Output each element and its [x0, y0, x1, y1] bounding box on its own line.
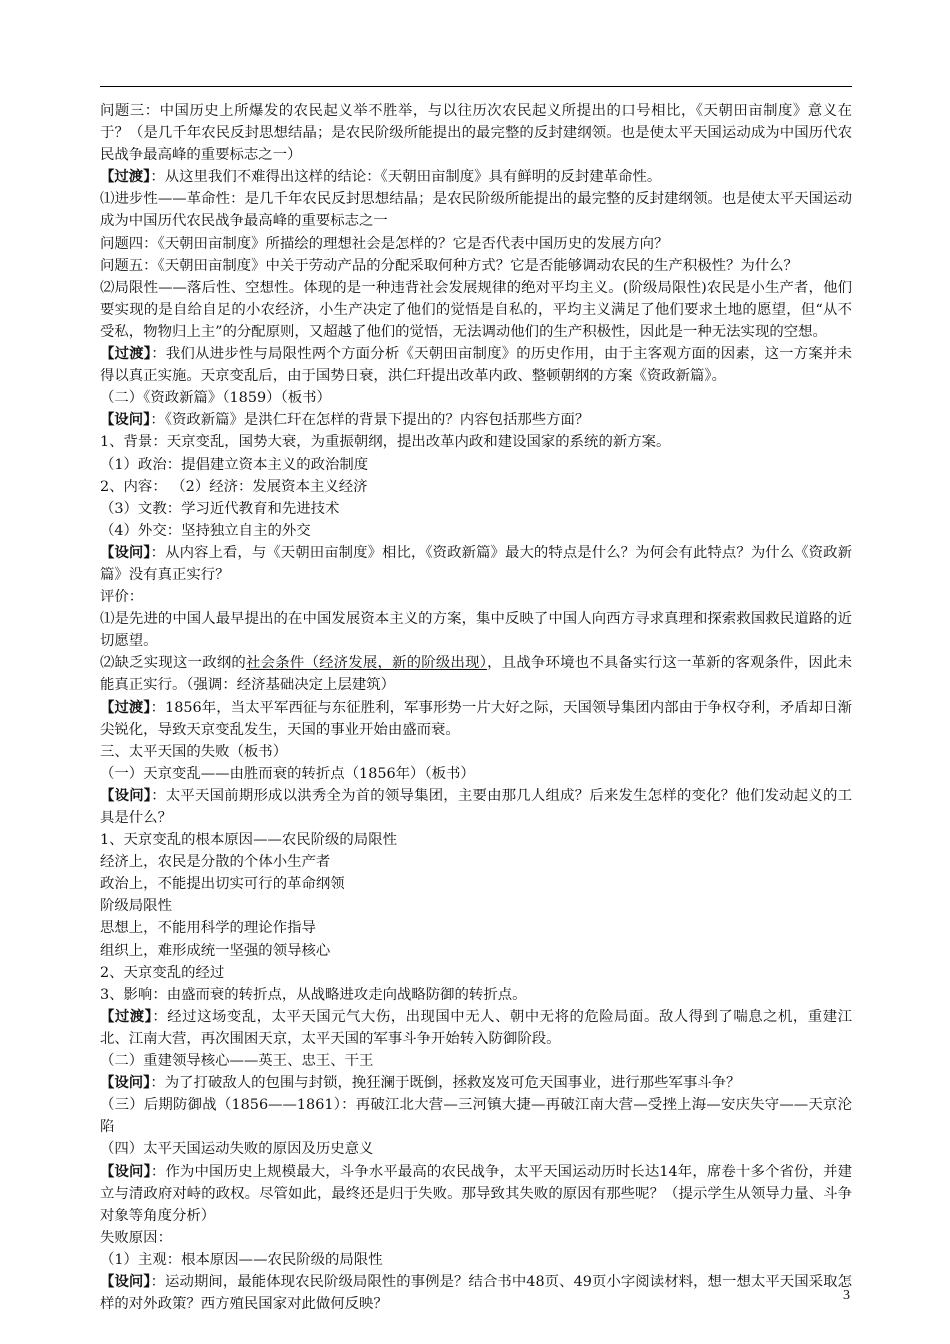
underlined-text: 社会条件（经济发展，新的阶级出现） [246, 655, 488, 672]
list-item: 组织上，难形成统一坚强的领导核心 [100, 942, 331, 959]
list-item: 政治上，不能提出切实可行的革命纲领 [100, 876, 345, 893]
question-three: 问题三：中国历史上所爆发的农民起义举不胜举，与以往历次农民起义所提出的口号相比，《天朝田亩制度》意义在于？（是几千年农民反封思想结晶；是农民阶级所能提出的最完整的反封建纲领。也是使太平天国运动成为中国历代农民战争最高峰的重要标志之一） [100, 103, 852, 164]
list-item: 失败原因： [100, 1229, 172, 1246]
section-heading: （一）天京变乱——由胜而衰的转折点（1856年）（板书） [100, 765, 475, 782]
transition-paragraph: 【过渡】：我们从进步性与局限性两个方面分析《天朝田亩制度》的历史作用，由于主客观方面的因素，这一方案并未得以真正实施。天京变乱后，由于国势日衰，洪仁玕提出改革内政、整顿朝纲的方案《资政新篇》。 [100, 345, 852, 385]
list-item: （4）外交：坚持独立自主的外交 [100, 522, 311, 539]
evaluation-point: ⑴是先进的中国人最早提出的在中国发展资本主义的方案，集中反映了中国人向西方寻求真理和探索救国救民道路的近切愿望。 [100, 611, 852, 650]
list-item: （1）主观：根本原因——农民阶级的局限性 [100, 1251, 383, 1268]
transition-paragraph: 【过渡】：从这里我们不难得出这样的结论：《天朝田亩制度》具有鲜明的反封建革命性。 [100, 168, 662, 186]
list-item: 经济上，农民是分散的个体小生产者 [100, 854, 331, 871]
question-paragraph: 【设问】：太平天国前期形成以洪秀全为首的领导集团，主要由那几人组成？后来发生怎样的变化？他们发动起义的工具是什么？ [100, 786, 852, 826]
section-heading: （二）重建领导核心——英王、忠王、干王 [100, 1053, 374, 1070]
section-heading: 三、太平天国的失败（板书） [100, 743, 288, 760]
list-item: 2、内容： （2）经济：发展资本主义经济 [100, 478, 368, 495]
evaluation-point: ⑵缺乏实现这一政纲的社会条件（经济发展，新的阶级出现），且战争环境也不具备实行这一革新的客观条件，因此未能真正实行。（强调：经济基础决定上层建筑） [100, 655, 852, 694]
question-paragraph: 【设问】：为了打破敌人的包围与封锁，挽狂澜于既倒，拯救岌岌可危天国事业，进行那些军事斗争？ [100, 1074, 741, 1092]
header-rule [100, 86, 852, 87]
progressiveness-paragraph: ⑴进步性——革命性：是几千年农民反封思想结晶；是农民阶级所能提出的最完整的反封建纲领。也是使太平天国运动成为中国历代农民战争最高峰的重要标志之一 [100, 191, 852, 230]
question-paragraph: 【设问】：从内容上看，与《天朝田亩制度》相比，《资政新篇》最大的特点是什么？为何会有此特点？为什么《资政新篇》没有真正实行？ [100, 543, 852, 583]
transition-paragraph: 【过渡】：经过这场变乱，太平天国元气大伤，出现国中无人、朝中无将的危险局面。敌人得到了喘息之机，重建江北、江南大营，再次围困天京，太平天国的军事斗争开始转入防御阶段。 [100, 1007, 852, 1047]
list-item: （1）政治：提倡建立资本主义的政治制度 [100, 456, 369, 473]
question-paragraph: 【设问】：《资政新篇》是洪仁玕在怎样的背景下提出的？内容包括那些方面？ [100, 411, 590, 429]
question-four: 问题四：《天朝田亩制度》所描绘的理想社会是怎样的？它是否代表中国历史的发展方向？ [100, 235, 669, 252]
document-body [100, 100, 852, 1315]
page-number: 3 [843, 1288, 850, 1303]
question-five: 问题五：《天朝田亩制度》中关于劳动产品的分配采取何种方式？它是否能够调动农民的生产积极性？为什么？ [100, 257, 798, 274]
list-item: （3）文教：学习近代教育和先进技术 [100, 500, 340, 517]
section-heading: （二）《资政新篇》（1859）（板书） [100, 390, 331, 407]
list-item: 阶级局限性 [100, 898, 172, 915]
list-item: 思想上，不能用科学的理论作指导 [100, 920, 316, 937]
section-heading: （三）后期防御战（1856——1861）：再破江北大营—三河镇大捷—再破江南大营—受挫上海—安庆失守——天京沦陷 [100, 1097, 852, 1136]
question-paragraph: 【设问】：运动期间，最能体现农民阶级局限性的事例是？结合书中48页、49页小字阅读材料，想一想太平天国采取怎样的对外政策？西方殖民国家对此做何反映？ [100, 1272, 852, 1313]
list-item: 3、影响：由盛而衰的转折点，从战略进攻走向战略防御的转折点。 [100, 986, 527, 1003]
transition-paragraph: 【过渡】：1856年，当太平军西征与东征胜利，军事形势一片大好之际，天国领导集团内部由于争权夺利，矛盾却日渐尖锐化，导致天京变乱发生，天国的事业开始由盛而衰。 [100, 698, 852, 738]
list-item: 2、天京变乱的经过 [100, 964, 225, 981]
evaluation-label: 评价： [100, 589, 144, 606]
section-heading: （四）太平天国运动失败的原因及历史意义 [100, 1141, 374, 1158]
list-item: 1、背景：天京变乱，国势大衰，为重振朝纲，提出改革内政和建设国家的系统的新方案。 [100, 434, 671, 451]
limitation-paragraph: ⑵局限性——落后性、空想性。体现的是一种违背社会发展规律的绝对平均主义。(阶级局限性)农民是小生产者，他们要实现的是自给自足的小农经济，小生产决定了他们的觉悟是自私的，平均主义满足了他们要求土地的愿望，但“从不受私，物物归上主”的分配原则，又超越了他们的觉悟，无法调动他们的生产积极性，因此是一种无法实现的空想。 [100, 279, 852, 340]
question-paragraph: 【设问】：作为中国历史上规模最大，斗争水平最高的农民战争，太平天国运动历时长达14年，席卷十多个省份，并建立与清政府对峙的政权。尽管如此，最终还是归于失败。那导致其失败的原因有那些呢？（提示学生从领导力量、斗争对象等角度分析） [100, 1162, 852, 1224]
list-item: 1、天京变乱的根本原因——农民阶级的局限性 [100, 832, 397, 849]
